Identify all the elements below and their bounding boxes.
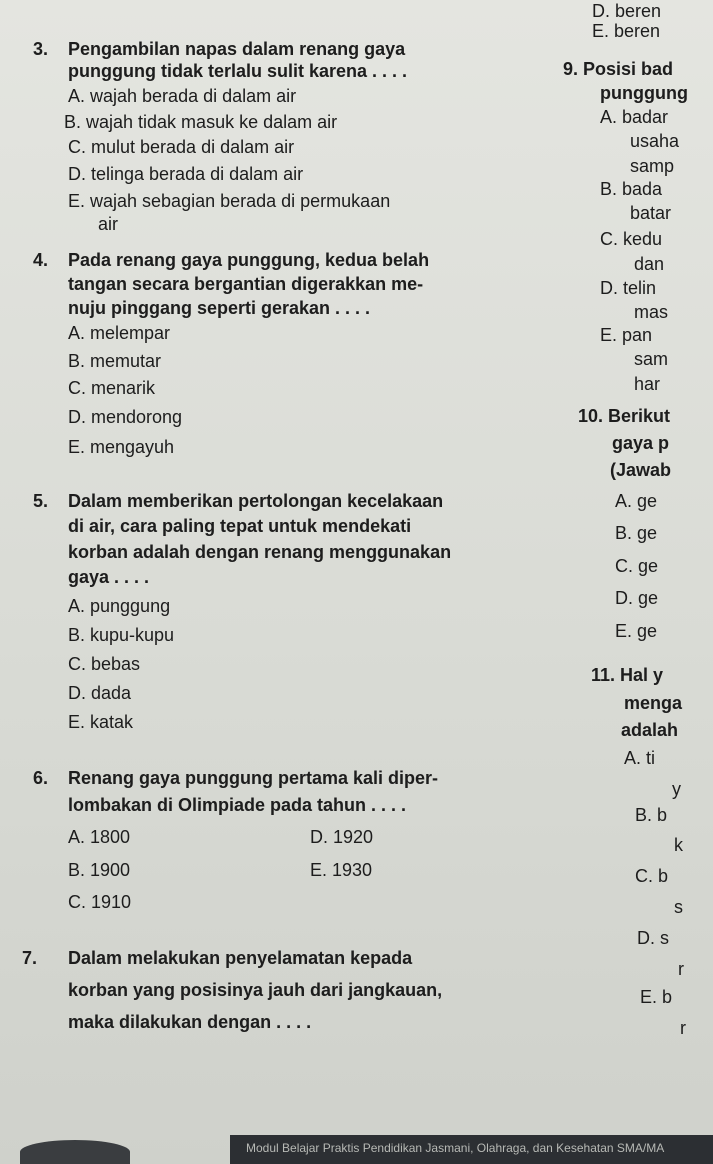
q11-option-d: D. s [637,928,670,948]
q11-option-c-line2: s [674,897,683,917]
q5-option-b: B. kupu-kupu [68,625,175,645]
q5-number: 5. [33,491,49,511]
q9-option-e: E. pan [600,325,653,345]
q4-text-line2: tangan secara bergantian digerakkan me- [68,274,424,294]
q10-text-line3: (Jawab [610,460,672,480]
q6-number: 6. [33,768,49,788]
q4-option-e: E. mengayuh [68,437,175,457]
q5-text-line1: Dalam memberikan pertolongan kecelakaan [68,491,444,511]
q9-option-d-line2: mas [634,302,669,322]
q11-option-b-line2: k [674,835,683,855]
q10-option-b: B. ge [615,523,658,543]
footer-bar [230,1135,713,1164]
q6-option-e: E. 1930 [310,860,373,880]
q6-text-line1: Renang gaya punggung pertama kali diper- [68,768,439,788]
q3-option-e-line1: E. wajah sebagian berada di permukaan [68,191,391,211]
q3-option-b: B. wajah tidak masuk ke dalam air [64,112,338,132]
q4-number: 4. [33,250,49,270]
q7-text-line1: Dalam melakukan penyelamatan kepada [68,948,413,968]
q5-option-e: E. katak [68,712,134,732]
q9-option-b-line2: batar [630,203,672,223]
q7-text-line2: korban yang posisinya jauh dari jangkauan, [68,980,443,1000]
q9-text-line2: punggung [600,83,688,103]
q11-option-e-line2: r [680,1018,686,1038]
q9-option-e-line3: har [634,374,661,394]
q4-text-line1: Pada renang gaya punggung, kedua belah [68,250,430,270]
q9-option-a: A. badar [600,107,669,127]
q3-option-a: A. wajah berada di dalam air [68,86,297,106]
right-top-option-e: E. beren [592,21,661,41]
q4-option-d: D. mendorong [68,407,183,427]
q10-option-c: C. ge [615,556,659,576]
q6-text-line2: lombakan di Olimpiade pada tahun . . . . [68,795,407,815]
q11-option-a-line2: y [672,779,681,799]
q5-text-line2: di air, cara paling tepat untuk mendekati [68,516,412,536]
q9-option-a-line3: samp [630,156,675,176]
q11-option-d-line2: r [678,959,684,979]
q3-number: 3. [33,39,49,59]
page-number-tab [20,1140,130,1164]
q6-option-c: C. 1910 [68,892,132,912]
q3-text-line1: Pengambilan napas dalam renang gaya [68,39,406,59]
q10-text-line2: gaya p [612,433,670,453]
q9-option-c-line2: dan [634,254,665,274]
q5-text-line4: gaya . . . . [68,567,150,587]
q4-option-c: C. menarik [68,378,156,398]
footer-text: Modul Belajar Praktis Pendidikan Jasmani, Olahraga, dan Kesehatan SMA/MA [246,1141,665,1155]
q3-option-c: C. mulut berada di dalam air [68,137,295,157]
q9-option-a-line2: usaha [630,131,680,151]
right-top-option-d: D. beren [592,1,662,21]
q11-text-line2: menga [624,693,683,713]
q9-option-d: D. telin [600,278,657,298]
q3-option-e-line2: air [98,214,119,234]
q11-option-c: C. b [635,866,669,886]
q10-option-a: A. ge [615,491,658,511]
q9-text-line1: 9. Posisi bad [563,59,674,79]
q6-option-b: B. 1900 [68,860,131,880]
q4-option-b: B. memutar [68,351,162,371]
q5-option-d: D. dada [68,683,132,703]
q6-option-a: A. 1800 [68,827,131,847]
q11-text-line3: adalah [621,720,679,740]
q5-option-a: A. punggung [68,596,171,616]
q4-text-line3: nuju pinggang seperti gerakan . . . . [68,298,371,318]
q9-option-e-line2: sam [634,349,669,369]
q5-option-c: C. bebas [68,654,141,674]
q3-option-d: D. telinga berada di dalam air [68,164,304,184]
q10-option-d: D. ge [615,588,659,608]
q10-text-line1: 10. Berikut [578,406,671,426]
q3-text-line2: punggung tidak terlalu sulit karena . . . . [68,61,408,81]
q10-option-e: E. ge [615,621,658,641]
q9-option-c: C. kedu [600,229,663,249]
q11-option-e: E. b [640,987,673,1007]
q4-option-a: A. melempar [68,323,171,343]
q5-text-line3: korban adalah dengan renang menggunakan [68,542,452,562]
q11-text-line1: 11. Hal y [591,665,664,685]
q7-number: 7. [22,948,38,968]
q6-option-d: D. 1920 [310,827,374,847]
q9-option-b: B. bada [600,179,663,199]
q7-text-line3: maka dilakukan dengan . . . . [68,1012,312,1032]
q11-option-a: A. ti [624,748,656,768]
q11-option-b: B. b [635,805,668,825]
